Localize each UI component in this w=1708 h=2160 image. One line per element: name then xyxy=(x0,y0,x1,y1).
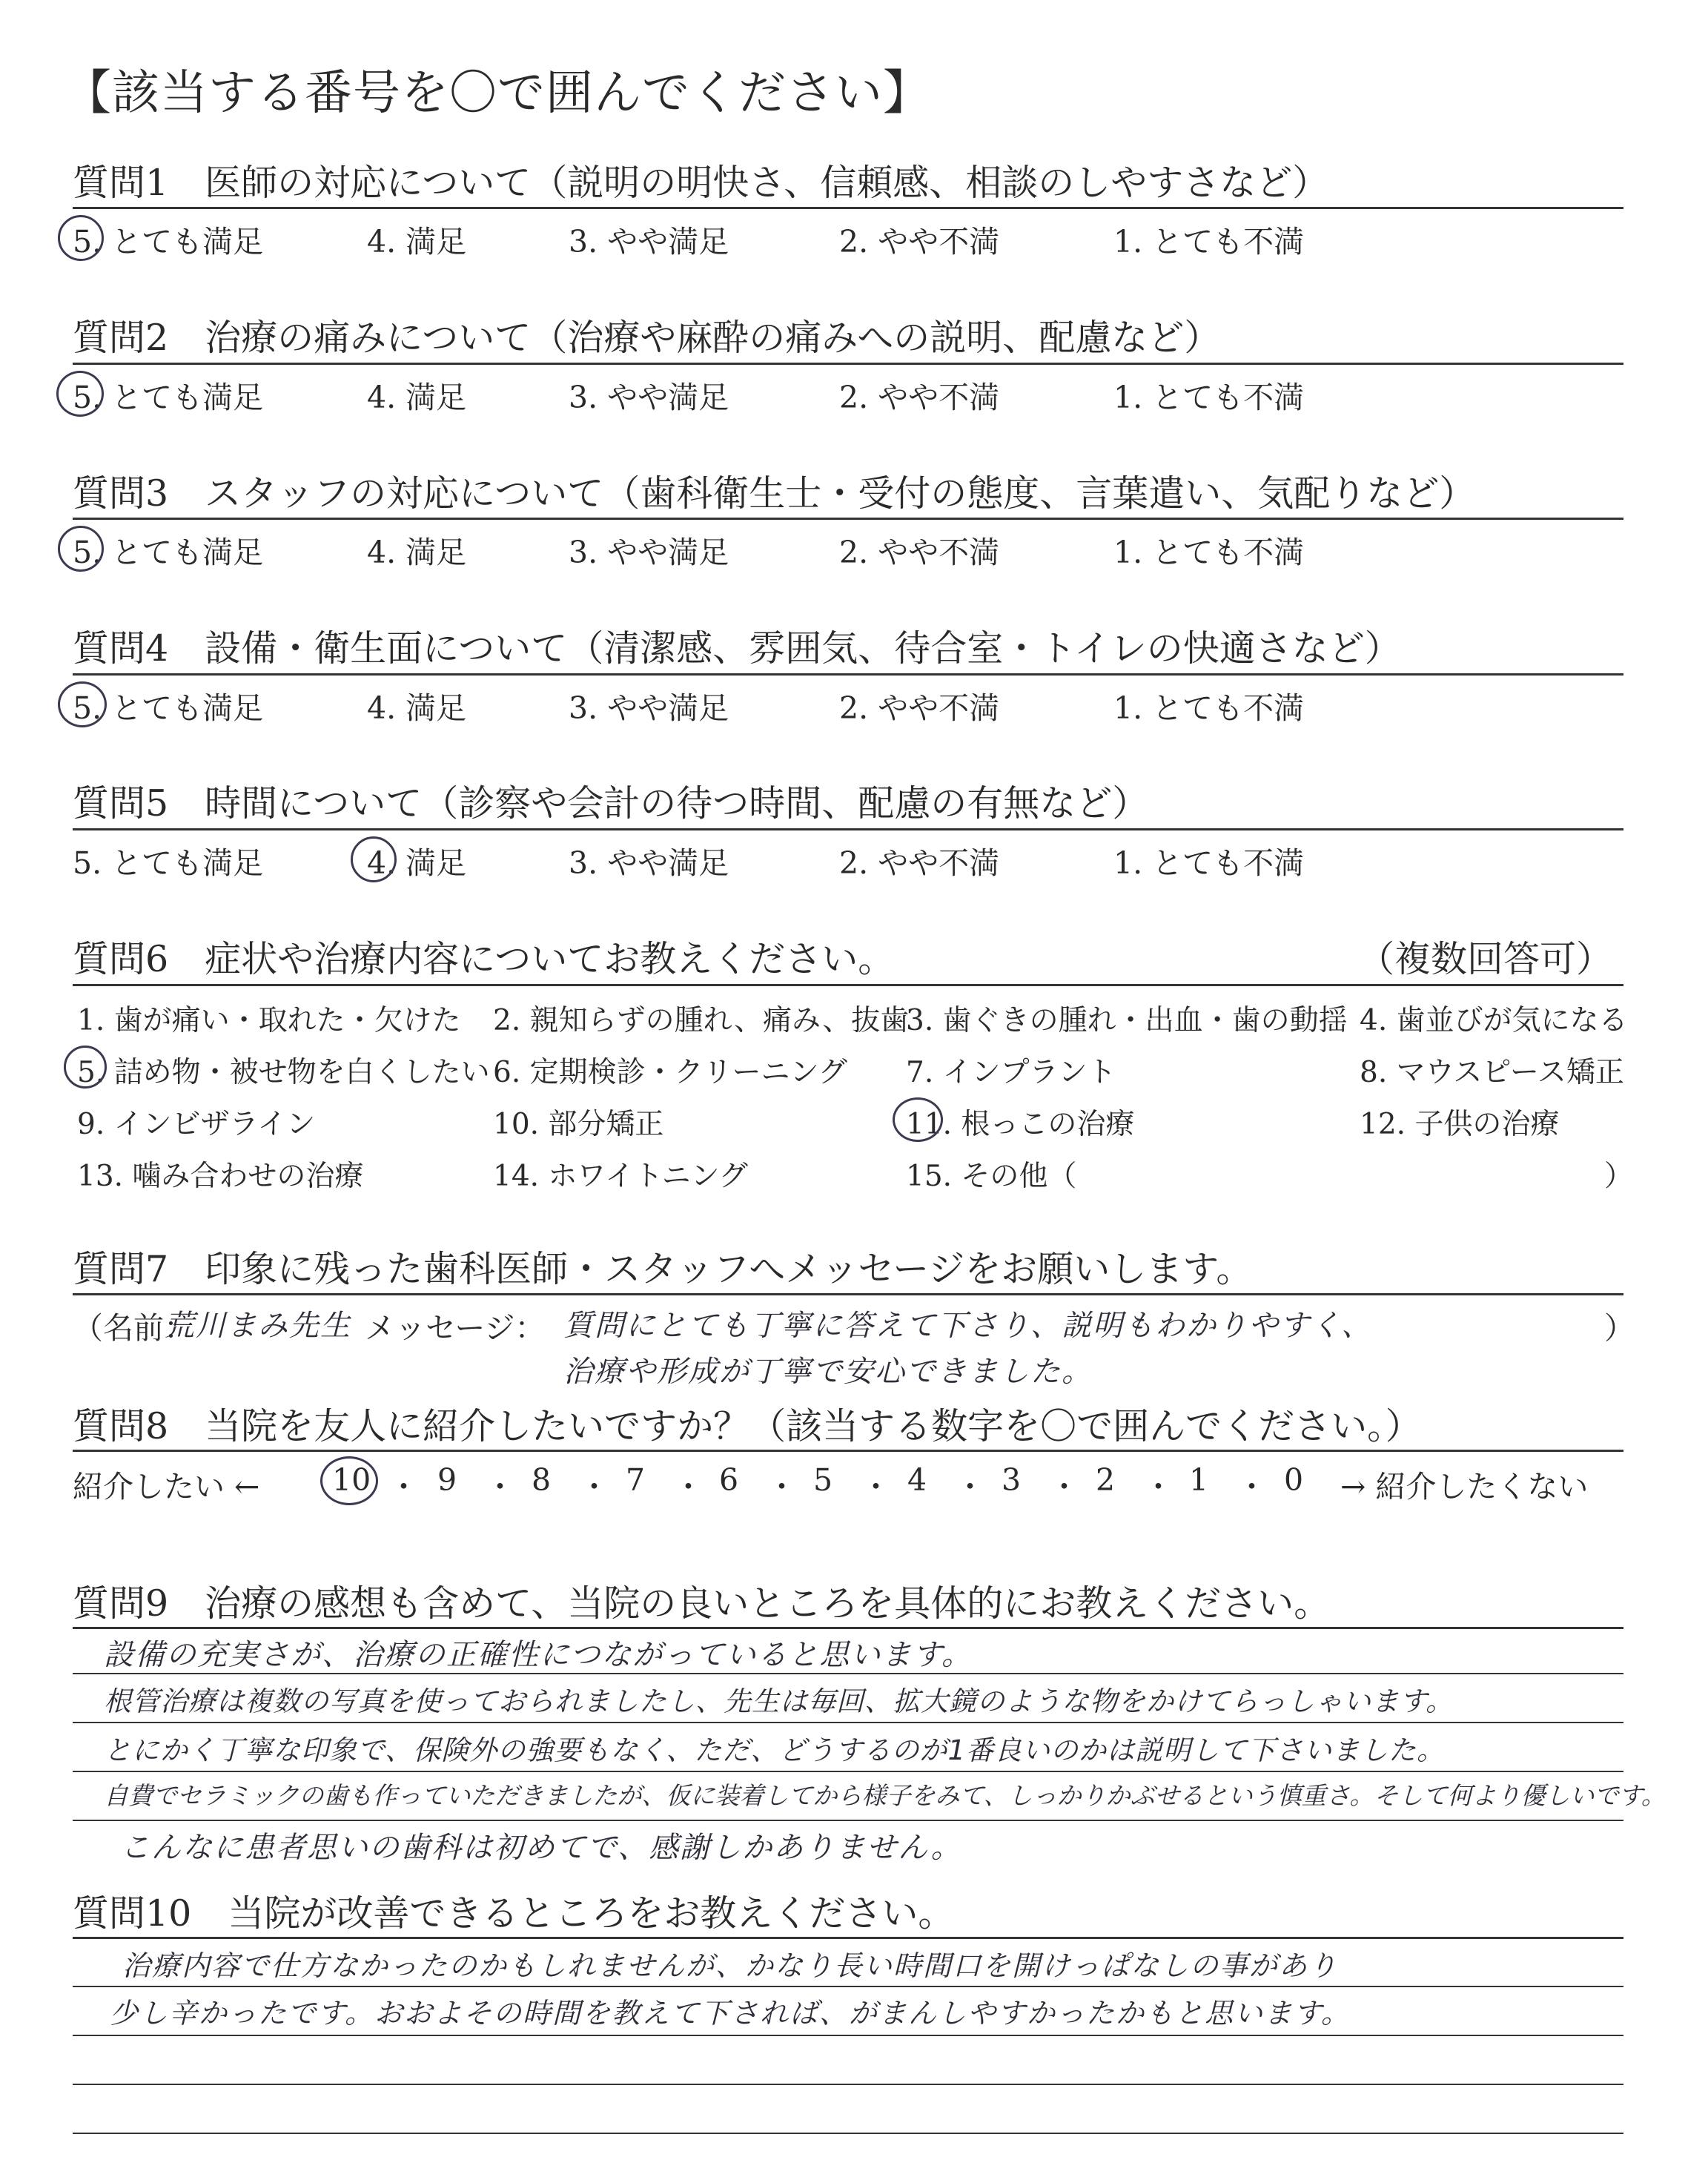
q6-option-1[interactable]: 1. 歯が痛い・取れた・欠けた xyxy=(77,1004,461,1037)
q6-option-7[interactable]: 7. インプラント xyxy=(906,1056,1116,1089)
question-10-rule xyxy=(73,1937,1623,1939)
q8-dot: ・ xyxy=(955,1469,985,1505)
q10-writing-line xyxy=(73,2133,1623,2134)
q7-message-line-2[interactable]: 治療や形成が丁寧で安心できました。 xyxy=(563,1355,1093,1389)
q8-dot: ・ xyxy=(579,1469,609,1505)
q9-answer-line-3[interactable]: とにかく丁寧な印象で、保険外の強要もなく、ただ、どうするのが1番良いのかは説明して下さいました。 xyxy=(104,1734,1446,1766)
q6-option-5[interactable]: 5. 詰め物・被せ物を白くしたい xyxy=(77,1056,490,1089)
question-3-rule xyxy=(73,518,1623,520)
q1-option-3[interactable]: 3. やや満足 xyxy=(569,224,729,260)
q3-option-1[interactable]: 1. とても不満 xyxy=(1113,535,1305,570)
q6-option-14[interactable]: 14. ホワイトニング xyxy=(493,1160,748,1193)
question-10-heading: 質問10 当院が改善できるところをお教えください。 xyxy=(73,1892,955,1935)
q6-option-12[interactable]: 12. 子供の治療 xyxy=(1360,1108,1560,1141)
q6-option-15[interactable]: 15. その他（ xyxy=(906,1160,1077,1193)
q9-answer-line-1[interactable]: 設備の充実さが、治療の正確性につながっていると思います。 xyxy=(104,1638,973,1672)
q2-option-4[interactable]: 4. 満足 xyxy=(367,380,467,415)
q3-selection-circle xyxy=(58,526,104,572)
q5-option-4[interactable]: 4. 満足 xyxy=(367,845,467,881)
q6-option-11[interactable]: 11. 根っこの治療 xyxy=(906,1108,1135,1141)
q2-option-2[interactable]: 2. やや不満 xyxy=(839,380,1000,415)
question-5-rule xyxy=(73,828,1623,830)
question-2-rule xyxy=(73,363,1623,365)
q8-dot: ・ xyxy=(388,1469,419,1505)
q4-option-2[interactable]: 2. やや不満 xyxy=(839,690,1000,726)
question-6-note: （複数回答可） xyxy=(1358,938,1613,980)
q5-option-3[interactable]: 3. やや満足 xyxy=(569,845,729,881)
q5-option-5[interactable]: 5. とても満足 xyxy=(73,845,264,881)
question-5-heading: 質問5 時間について（診察や会計の待つ時間、配慮の有無など） xyxy=(73,782,1149,825)
q6-option-8[interactable]: 8. マウスピース矯正 xyxy=(1360,1056,1624,1089)
q9-answer-line-4[interactable]: 自費でセラミックの歯も作っていただきましたが、仮に装着してから様子をみて、しっかりかぶせるという慎重さ。そして何より優しいです。 xyxy=(104,1781,1666,1810)
q1-option-5[interactable]: 5. とても満足 xyxy=(73,224,264,260)
question-6-heading: 質問6 症状や治療内容についてお教えください。 xyxy=(73,938,895,980)
q8-dot: ・ xyxy=(1237,1469,1267,1505)
q10-writing-line xyxy=(73,1986,1623,1987)
q9-answer-line-2[interactable]: 根管治療は複数の写真を使っておられましたし、先生は毎回、拡大鏡のような物をかけてらっしゃいます。 xyxy=(104,1685,1454,1717)
q8-selection-circle xyxy=(320,1456,378,1505)
q7-name-value[interactable]: 荒川まみ先生 xyxy=(165,1309,351,1343)
q6-option-13[interactable]: 13. 噛み合わせの治療 xyxy=(77,1160,364,1193)
q8-scale-0[interactable]: 0 xyxy=(1284,1462,1304,1498)
q9-writing-line xyxy=(73,1722,1623,1723)
q9-writing-line xyxy=(73,1673,1623,1674)
q6-option-6[interactable]: 6. 定期検診・クリーニング xyxy=(493,1056,847,1089)
q3-option-5[interactable]: 5. とても満足 xyxy=(73,535,264,570)
q3-option-2[interactable]: 2. やや不満 xyxy=(839,535,1000,570)
q8-dot: ・ xyxy=(861,1469,891,1505)
q6-selection-circle-11 xyxy=(893,1097,943,1142)
q5-option-1[interactable]: 1. とても不満 xyxy=(1113,845,1305,881)
q8-scale-8[interactable]: 8 xyxy=(532,1462,552,1498)
q9-writing-line xyxy=(73,1771,1623,1772)
q8-dot: ・ xyxy=(1143,1469,1174,1505)
q1-option-1[interactable]: 1. とても不満 xyxy=(1113,224,1305,260)
q8-right-label: → 紹介したくない xyxy=(1340,1469,1589,1505)
question-3-heading: 質問3 スタッフの対応について（歯科衛生士・受付の態度、言葉遣い、気配りなど） xyxy=(73,472,1476,515)
q4-option-5[interactable]: 5. とても満足 xyxy=(73,690,264,726)
q4-selection-circle xyxy=(58,681,107,727)
q7-name-label: （名前： xyxy=(73,1310,194,1346)
q8-scale-2[interactable]: 2 xyxy=(1096,1462,1116,1498)
q6-option-2[interactable]: 2. 親知らずの腫れ、痛み、抜歯 xyxy=(493,1004,910,1037)
question-9-heading: 質問9 治療の感想も含めて、当院の良いところを具体的にお教えください。 xyxy=(73,1582,1331,1625)
q10-writing-line xyxy=(73,2084,1623,2085)
q8-scale-7[interactable]: 7 xyxy=(626,1462,646,1498)
question-8-rule xyxy=(73,1450,1623,1452)
q7-message-line-1[interactable]: 質問にとても丁寧に答えて下さり、説明もわかりやすく、 xyxy=(563,1309,1373,1343)
q6-option-3[interactable]: 3. 歯ぐきの腫れ・出血・歯の動揺 xyxy=(906,1004,1348,1037)
question-9-rule xyxy=(73,1627,1623,1629)
question-8-heading: 質問8 当院を友人に紹介したいですか？（該当する数字を〇で囲んでください。） xyxy=(73,1405,1422,1447)
q8-scale-3[interactable]: 3 xyxy=(1002,1462,1022,1498)
q8-scale-1[interactable]: 1 xyxy=(1189,1462,1209,1498)
q8-scale-5[interactable]: 5 xyxy=(813,1462,833,1498)
q2-option-5[interactable]: 5. とても満足 xyxy=(73,380,264,415)
q2-selection-circle xyxy=(56,371,104,417)
q7-message-label: メッセージ： xyxy=(365,1310,546,1346)
q1-option-4[interactable]: 4. 満足 xyxy=(367,224,467,260)
q8-dot: ・ xyxy=(1049,1469,1079,1505)
q6-option-9[interactable]: 9. インビザライン xyxy=(77,1108,316,1141)
q6-option-15-close: ） xyxy=(1604,1160,1634,1193)
q8-dot: ・ xyxy=(673,1469,704,1505)
q9-writing-line xyxy=(73,1820,1623,1821)
q1-selection-circle xyxy=(58,215,104,261)
q1-option-2[interactable]: 2. やや不満 xyxy=(839,224,1000,260)
q8-dot: ・ xyxy=(767,1469,797,1505)
q10-answer-line-2[interactable]: 少し辛かったです。おおよその時間を教えて下されば、がまんしやすかったかもと思います。 xyxy=(110,1997,1351,2029)
question-2-heading: 質問2 治療の痛みについて（治療や麻酔の痛みへの説明、配慮など） xyxy=(73,317,1221,359)
q4-option-4[interactable]: 4. 満足 xyxy=(367,690,467,726)
question-7-rule xyxy=(73,1293,1623,1295)
q6-selection-circle-5 xyxy=(64,1046,107,1089)
q4-option-3[interactable]: 3. やや満足 xyxy=(569,690,729,726)
question-1-heading: 質問1 医師の対応について（説明の明快さ、信頼感、相談のしやすさなど） xyxy=(73,162,1329,204)
q5-selection-circle xyxy=(351,836,397,882)
question-4-heading: 質問4 設備・衛生面について（清潔感、雰囲気、待合室・トイレの快適さなど） xyxy=(73,627,1401,670)
q2-option-3[interactable]: 3. やや満足 xyxy=(569,380,729,415)
q5-option-2[interactable]: 2. やや不満 xyxy=(839,845,1000,881)
q8-scale-4[interactable]: 4 xyxy=(907,1462,927,1498)
q3-option-4[interactable]: 4. 満足 xyxy=(367,535,467,570)
q10-writing-line xyxy=(73,2035,1623,2036)
q2-option-1[interactable]: 1. とても不満 xyxy=(1113,380,1305,415)
q8-scale-6[interactable]: 6 xyxy=(719,1462,739,1498)
question-1-rule xyxy=(73,207,1623,209)
q6-option-4[interactable]: 4. 歯並びが気になる xyxy=(1360,1004,1628,1037)
page-title: 【該当する番号を〇で囲んでください】 xyxy=(64,66,931,121)
q8-scale-9[interactable]: 9 xyxy=(437,1462,457,1498)
q4-option-1[interactable]: 1. とても不満 xyxy=(1113,690,1305,726)
q9-answer-line-5[interactable]: こんなに患者思いの歯科は初めてで、感謝しかありません。 xyxy=(120,1831,962,1865)
q10-answer-line-1[interactable]: 治療内容で仕方なかったのかもしれませんが、かなり長い時間口を開けっぱなしの事があり xyxy=(122,1949,1339,1982)
question-7-heading: 質問7 印象に残った歯科医師・スタッフへメッセージをお願いします。 xyxy=(73,1248,1253,1290)
q8-dot: ・ xyxy=(485,1469,515,1505)
q8-left-label: 紹介したい ← xyxy=(73,1469,260,1505)
question-4-rule xyxy=(73,673,1623,676)
q7-close-paren: ） xyxy=(1604,1310,1635,1346)
question-6-rule xyxy=(73,984,1623,986)
q6-option-10[interactable]: 10. 部分矯正 xyxy=(493,1108,664,1141)
q8-scale-10[interactable]: 10 xyxy=(332,1462,371,1498)
q3-option-3[interactable]: 3. やや満足 xyxy=(569,535,729,570)
